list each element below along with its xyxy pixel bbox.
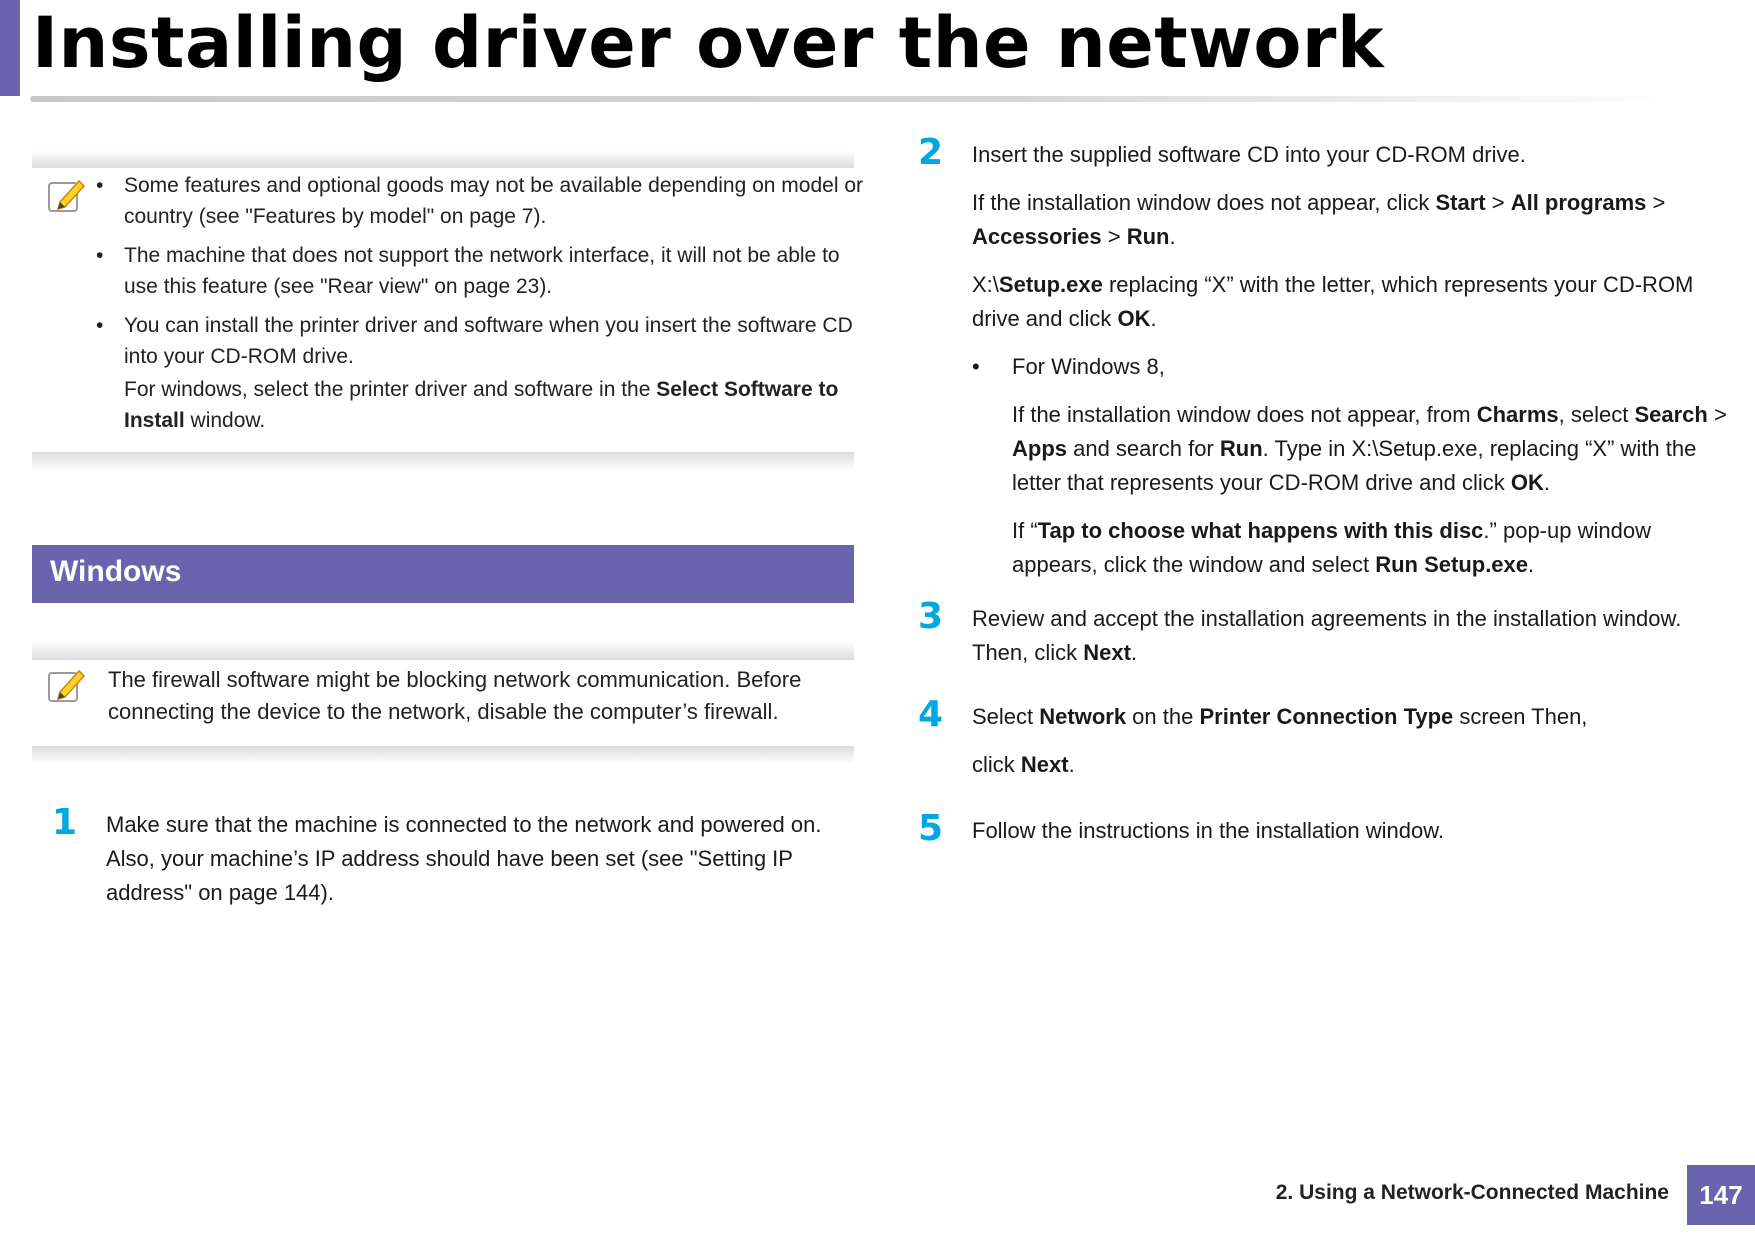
- note-1-list: [96, 170, 876, 372]
- step-number: 1: [52, 802, 78, 843]
- step-number: 3: [918, 596, 944, 637]
- step-1: [52, 802, 852, 924]
- ui-term-search: Search: [1634, 402, 1708, 427]
- step-body: [972, 814, 1730, 848]
- ui-term-run-setup: Run Setup.exe: [1375, 552, 1529, 577]
- text-run: .” pop-up window appears, click the window and select: [1012, 518, 1651, 577]
- ui-term-charms: Charms: [1476, 402, 1559, 427]
- text-run: click: [972, 752, 1021, 777]
- ui-term-setup-exe: Setup.exe: [998, 272, 1103, 297]
- step-text: Follow the instructions in the installation window.: [972, 818, 1445, 843]
- note-bottom-edge: [32, 746, 854, 764]
- text-run: and search for: [1067, 436, 1220, 461]
- step-body: [972, 602, 1730, 670]
- text-run: Select: [972, 704, 1040, 729]
- step-paragraph: [972, 268, 1730, 336]
- step-paragraph: [972, 700, 1730, 734]
- text-run: >: [1646, 190, 1666, 215]
- text-run: >: [1101, 224, 1127, 249]
- note-extra-bold: Select Software to Install: [124, 378, 839, 432]
- note-box-2: [32, 642, 854, 764]
- bullet-dot: •: [972, 354, 980, 379]
- ui-term-next: Next: [1020, 752, 1069, 777]
- step-number: 5: [918, 808, 944, 849]
- step-3: [918, 596, 1730, 684]
- section-header-windows: [32, 545, 854, 603]
- note-1-extra: [96, 374, 876, 436]
- ui-term-accessories: Accessories: [972, 224, 1102, 249]
- note-2-text: The firewall software might be blocking network communication. Before connecting the device to the network, disable the computer’s firewall.: [108, 667, 802, 724]
- note-1-content: [96, 170, 876, 436]
- step-text: Insert the supplied software CD into your CD-ROM drive.: [972, 142, 1526, 167]
- list-item: [96, 170, 876, 232]
- ui-term-network: Network: [1039, 704, 1127, 729]
- text-run: >: [1707, 402, 1727, 427]
- ui-term-run: Run: [1219, 436, 1263, 461]
- note-item-text: Some features and optional goods may not be available depending on model or country (see "Features by model" on page 7).: [124, 174, 864, 228]
- text-run: >: [1485, 190, 1511, 215]
- step-paragraph: [1012, 398, 1730, 500]
- bullet-text: For Windows 8,: [1012, 354, 1165, 379]
- step-body: [972, 700, 1730, 782]
- text-run: . Type in X:\Setup.exe, replacing “X” with the letter that represents your CD-ROM drive and click: [1012, 436, 1697, 495]
- step-paragraph: [1012, 514, 1730, 582]
- note-box-1: [32, 150, 864, 470]
- note-item-text: The machine that does not support the network interface, it will not be able to use this feature (see "Rear view" on page 23).: [124, 244, 840, 298]
- ui-term-all-programs: All programs: [1510, 190, 1647, 215]
- ui-term-tap-to-choose: Tap to choose what happens with this disc: [1037, 518, 1484, 543]
- note-extra-tail: window.: [184, 409, 266, 432]
- ui-term-printer-connection-type: Printer Connection Type: [1199, 704, 1454, 729]
- step-2: [918, 132, 1730, 596]
- step-text: Make sure that the machine is connected to the network and powered on. Also, your machine’s IP address should have been set (see "Setting IP address" on page 144).: [106, 812, 822, 905]
- text-run: .: [1130, 640, 1138, 665]
- step-number: 4: [918, 694, 944, 735]
- text-run: replacing “X” with the letter, which represents your CD-ROM drive and click: [972, 272, 1694, 331]
- step-5: [918, 808, 1730, 862]
- note-top-edge: [32, 642, 854, 660]
- ui-term-start: Start: [1435, 190, 1486, 215]
- note-bottom-edge: [32, 452, 854, 470]
- ui-term-run: Run: [1126, 224, 1170, 249]
- step-paragraph: [972, 748, 1730, 782]
- list-item: [96, 310, 876, 372]
- step-body: [106, 808, 852, 910]
- windows8-bullet: [972, 350, 1730, 582]
- text-run: If “: [1012, 518, 1038, 543]
- ui-term-apps: Apps: [1012, 436, 1067, 461]
- text-run: .: [1068, 752, 1075, 777]
- section-title: Windows: [50, 555, 182, 588]
- text-run: .: [1169, 224, 1176, 249]
- note-top-edge: [32, 150, 854, 168]
- step-paragraph: [972, 186, 1730, 254]
- page-number-badge: 147: [1687, 1165, 1755, 1225]
- step-body: [972, 138, 1730, 582]
- page-title: Installing driver over the network: [32, 2, 1384, 84]
- text-run: If the installation window does not appear, from: [1012, 402, 1477, 427]
- text-run: If the installation window does not appear, click: [972, 190, 1436, 215]
- step-number: 2: [918, 132, 944, 173]
- text-run: .: [1528, 552, 1535, 577]
- step-paragraph: [972, 602, 1730, 670]
- text-run: Review and accept the installation agreements in the installation window. Then, click: [972, 606, 1682, 665]
- ui-term-ok: OK: [1510, 470, 1544, 495]
- note-item-text: You can install the printer driver and software when you insert the software CD into your CD-ROM drive.: [124, 314, 853, 368]
- ui-term-next: Next: [1083, 640, 1131, 665]
- pencil-note-icon: [46, 174, 86, 214]
- text-run: X:\: [972, 272, 999, 297]
- title-accent-bar: [0, 0, 20, 96]
- ui-term-ok: OK: [1117, 306, 1151, 331]
- bullet-dot: •: [96, 244, 104, 267]
- footer-chapter: 2. Using a Network-Connected Machine: [1275, 1181, 1669, 1204]
- step-4: [918, 694, 1730, 796]
- bullet-dot: •: [96, 174, 104, 197]
- text-run: on the: [1126, 704, 1200, 729]
- title-underline: [30, 96, 1680, 102]
- text-run: screen Then,: [1453, 704, 1588, 729]
- note-extra-text: For windows, select the printer driver and software in the: [124, 378, 657, 401]
- list-item: [96, 240, 876, 302]
- bullet-dot: •: [96, 314, 104, 337]
- text-run: , select: [1558, 402, 1635, 427]
- text-run: .: [1150, 306, 1157, 331]
- text-run: .: [1543, 470, 1550, 495]
- pencil-note-icon: [46, 664, 86, 704]
